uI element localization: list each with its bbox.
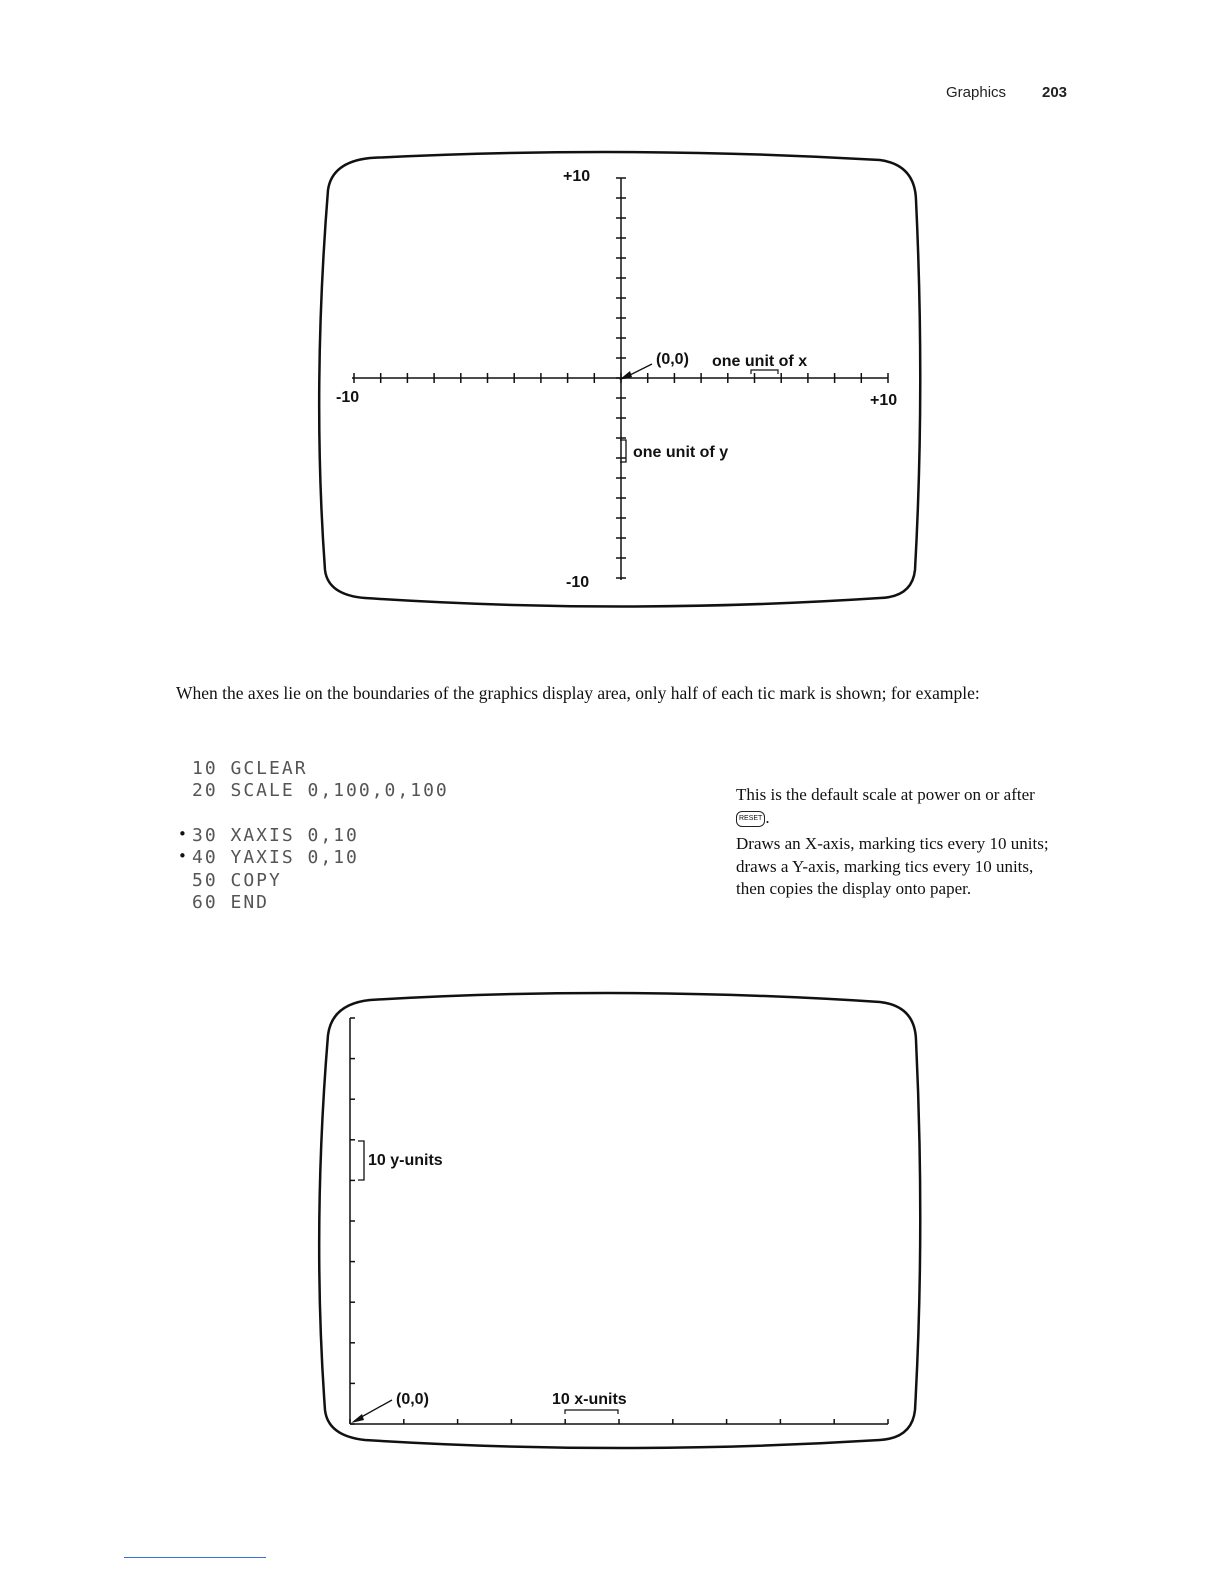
origin-label-bottom: (0,0): [396, 1391, 429, 1408]
reset-key-icon: RESET: [736, 811, 765, 827]
y-bottom-label: -10: [566, 574, 590, 591]
origin-label: (0,0): [656, 351, 689, 368]
comment-axes: Draws an X-axis, marking tics every 10 units; draws a Y-axis, marking tics every 10 units, then copies the display onto paper.: [736, 834, 1049, 898]
code-line-40: 40 YAXIS 0,10: [192, 847, 359, 868]
unit-y-label: one unit of y: [633, 444, 729, 461]
x-units-bracket: [565, 1410, 618, 1414]
code-line-20: 20 SCALE 0,100,0,100: [192, 780, 449, 801]
x-right-label: +10: [870, 392, 898, 409]
body-paragraph: When the axes lie on the boundaries of the graphics display area, only half of each tic mark is shown; for example:: [176, 683, 980, 703]
comment-scale-end: .: [765, 807, 770, 827]
y-units-label: 10 y-units: [368, 1152, 443, 1169]
code-line-10: 10 GCLEAR: [192, 758, 308, 779]
x-units-label: 10 x-units: [552, 1391, 627, 1408]
comment-scale-text: This is the default scale at power on or after: [736, 785, 1035, 804]
y-top-label: +10: [563, 168, 591, 185]
x-left-label: -10: [336, 389, 360, 406]
comment-scale: [736, 784, 1066, 829]
code-line-50: 50 COPY: [192, 870, 282, 891]
section-title: Graphics: [946, 84, 1007, 101]
bullet-40: •: [178, 847, 189, 865]
origin-arrowhead-bottom: [351, 1414, 364, 1423]
unit-x-label: one unit of x: [712, 353, 808, 370]
top-axes-figure: [0, 0, 1224, 660]
page-number: 203: [1042, 84, 1068, 101]
y-units-bracket: [358, 1141, 364, 1180]
origin-arrow-bottom: [356, 1400, 392, 1420]
code-line-30: 30 XAXIS 0,10: [192, 825, 359, 846]
screen-outline-bottom: [319, 993, 920, 1448]
code-line-60: 60 END: [192, 892, 270, 913]
footer-rule: [124, 1557, 266, 1558]
bullet-30: •: [178, 825, 189, 843]
